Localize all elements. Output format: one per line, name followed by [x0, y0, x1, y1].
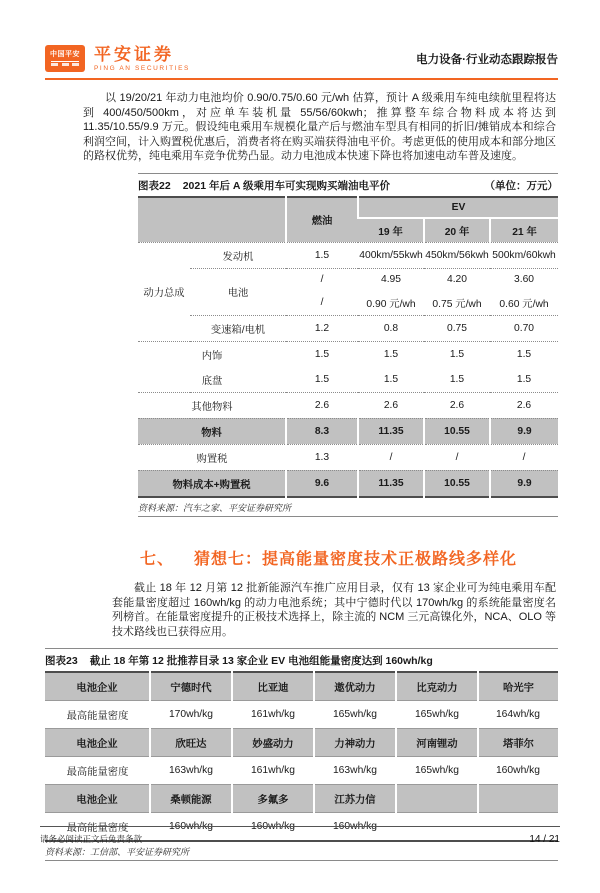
report-page [0, 45, 600, 893]
table-cell: / [490, 444, 558, 470]
table-cell: 160wh/kg [232, 813, 314, 842]
table-cell: 1.5 [383, 373, 399, 385]
table-cell: 400km/55kwh [358, 242, 424, 268]
column-header-year: 19 年 [358, 218, 424, 243]
table-cell: 电池 [190, 268, 286, 315]
energy-density-table [45, 671, 558, 842]
price-parity-table [138, 196, 558, 498]
table-row [138, 444, 558, 470]
table-cell: 1.5 [424, 341, 490, 367]
table-cell: 0.8 [358, 315, 424, 341]
table-cell: 江苏力信 [314, 785, 396, 813]
table-cell: 2.6 [424, 392, 490, 418]
figure-title: 2021 年后 A 级乘用车可实现购买端油电平价 [182, 179, 390, 192]
figure-title: 截止 18 年第 12 批推荐目录 13 家企业 EV 电池组能量密度达到 160wh/kg [89, 655, 433, 668]
table-cell: 宁德时代 [150, 672, 232, 701]
page-number: 14 / 21 [529, 834, 560, 845]
table-header-row [45, 785, 558, 813]
pingan-logo [45, 45, 190, 72]
table-cell: 164wh/kg [478, 701, 558, 729]
table-cell: 10.55 [424, 470, 490, 497]
row-group-label: 动力总成 [138, 242, 190, 341]
table-cell: / [358, 444, 424, 470]
table-cell: 9.6 [286, 470, 358, 497]
column-header-ev: EV [358, 197, 558, 218]
column-header-year: 21 年 [490, 218, 558, 243]
badge-text: 中国平安 [50, 51, 80, 58]
table-cell: 1.5 [286, 341, 358, 367]
table-cell: 1.5 [286, 242, 358, 268]
figure-23-title-row [45, 648, 558, 671]
table-cell: 10.55 [424, 418, 490, 444]
table-cell: / [286, 268, 358, 290]
table-cell: 165wh/kg [396, 757, 478, 785]
table-cell: 电池企业 [45, 785, 150, 813]
header-rule [45, 78, 558, 80]
report-header [45, 45, 558, 80]
table-cell: 欣旺达 [150, 729, 232, 757]
figure-label: 图表22 [138, 179, 171, 192]
figure-unit: （单位：万元） [484, 179, 558, 192]
brand-block [94, 46, 190, 72]
table-cell: 9.9 [490, 470, 558, 497]
table-cell: 1.5 [314, 373, 330, 385]
table-cell: 底盘 [201, 375, 223, 387]
table-cell: 0.75 [424, 315, 490, 341]
table-cell: 165wh/kg [314, 701, 396, 729]
table-cell: 11.35 [358, 470, 424, 497]
table-cell: 4.95 [358, 268, 424, 290]
figure-source: 资料来源：工信部、平安证券研究所 [45, 842, 558, 861]
table-cell: 物料 [138, 418, 286, 444]
disclaimer-text: 请务必阅读正文后免责条款 [40, 834, 143, 844]
table-row [138, 341, 558, 367]
column-header-fuel: 燃油 [286, 197, 358, 243]
table-cell: 170wh/kg [150, 701, 232, 729]
table-cell: 1.3 [286, 444, 358, 470]
table-cell: 2.6 [358, 392, 424, 418]
table-cell: 购置税 [138, 444, 286, 470]
table-cell: 3.60 [490, 268, 558, 290]
table-row-highlight [138, 418, 558, 444]
table-cell: 0.60 元/wh [499, 298, 549, 310]
column-header-year: 20 年 [424, 218, 490, 243]
table-cell: 160wh/kg [478, 757, 558, 785]
table-cell [478, 785, 558, 813]
figure-source: 资料来源：汽车之家、平安证券研究所 [138, 498, 558, 517]
table-cell: 2.6 [286, 392, 358, 418]
table-cell: 160wh/kg [314, 813, 396, 842]
table-row [138, 268, 558, 290]
pingan-badge-icon [45, 45, 85, 72]
table-cell: 500km/60kwh [490, 242, 558, 268]
table-cell: 遨优动力 [314, 672, 396, 701]
table-cell: 163wh/kg [314, 757, 396, 785]
table-cell: 450km/56kwh [424, 242, 490, 268]
table-row [138, 315, 558, 341]
table-cell: 163wh/kg [150, 757, 232, 785]
table-cell: 0.75 元/wh [432, 298, 482, 310]
table-cell: 9.9 [490, 418, 558, 444]
table-row [45, 757, 558, 785]
table-cell: 哈光宇 [478, 672, 558, 701]
table-cell: 比克动力 [396, 672, 478, 701]
table-cell: 1.5 [516, 373, 532, 385]
page-footer [40, 826, 560, 845]
table-cell: 160wh/kg [150, 813, 232, 842]
table-cell: 力神动力 [314, 729, 396, 757]
table-cell: 物料成本+购置税 [138, 470, 286, 497]
table-cell: 塔菲尔 [478, 729, 558, 757]
figure-22 [138, 173, 558, 517]
table-cell: 电池企业 [45, 729, 150, 757]
table-row-highlight [138, 470, 558, 497]
table-cell: 1.5 [490, 341, 558, 367]
table-row [138, 392, 558, 418]
table-header-row [45, 729, 558, 757]
section-number: 七、 [140, 550, 175, 568]
table-cell: 其他物料 [138, 392, 286, 418]
table-cell: 11.35 [358, 418, 424, 444]
table-row [45, 701, 558, 729]
section-heading [140, 546, 558, 569]
table-cell: 161wh/kg [232, 701, 314, 729]
table-cell: 比亚迪 [232, 672, 314, 701]
table-cell: 河南锂动 [396, 729, 478, 757]
table-cell: 最高能量密度 [45, 813, 150, 842]
table-cell: 电池企业 [45, 672, 150, 701]
table-header-row [45, 672, 558, 701]
table-cell: 发动机 [190, 242, 286, 268]
brand-subtitle: PING AN SECURITIES [94, 64, 190, 72]
table-cell [396, 785, 478, 813]
body-paragraph-1: 以 19/20/21 年动力电池均价 0.90/0.75/0.60 元/wh 估算，预计 A 级乘用车纯电续航里程将达到 400/450/500km，对应单车装机量 55/56/60kwh；推算整车综合物料成本将达到 11.35/10.55/9.9 万元。假设纯电乘用车规模化量产后与燃油车型具有相同的折旧/摊销成本和综合利润空间，计入购置税优惠后，消费者将在购买端获得油电平价。考虑更低的使用成本和部分地区的路权优势，纯电乘用车竞争优势凸显。动力电池成本快速下降也将加速电动车普及速度。 [83, 92, 556, 163]
report-type-label: 电力设备·行业动态跟踪报告 [416, 53, 558, 66]
table-cell: 1.5 [358, 341, 424, 367]
table-cell: 0.70 [490, 315, 558, 341]
brand-name: 平安证券 [94, 44, 174, 64]
table-cell: / [320, 296, 324, 308]
table-cell: 最高能量密度 [45, 757, 150, 785]
figure-label: 图表23 [45, 655, 78, 668]
table-cell: 161wh/kg [232, 757, 314, 785]
section-title: 猜想七：提高能量密度技术正极路线多样化 [194, 550, 518, 568]
table-header-row [138, 197, 558, 218]
table-cell: 165wh/kg [396, 701, 478, 729]
table-cell: 变速箱/电机 [190, 315, 286, 341]
table-cell: 4.20 [424, 268, 490, 290]
table-cell: 2.6 [490, 392, 558, 418]
table-cell: 8.3 [286, 418, 358, 444]
body-paragraph-2: 截止 18 年 12 月第 12 批新能源汽车推广应用目录，仅有 13 家企业可为纯电乘用车配套能量密度超过 160wh/kg 的动力电池系统；其中宁德时代以 170wh/kg 的系统能量密度名列榜首。在能量密度提升的正极技术选择上，除主流的 NCM 三元高镍化外，NCA、OLO 等技术路线也已获得应用。 [112, 581, 556, 638]
table-cell: 1.5 [449, 373, 465, 385]
figure-22-title-row [138, 173, 558, 196]
table-cell: 1.2 [286, 315, 358, 341]
table-cell: 0.90 元/wh [366, 298, 416, 310]
table-row [138, 242, 558, 268]
table-cell: / [424, 444, 490, 470]
table-cell: 多氟多 [232, 785, 314, 813]
table-row [138, 367, 558, 393]
table-cell: 最高能量密度 [45, 701, 150, 729]
table-cell [138, 197, 286, 243]
table-cell: 桑顿能源 [150, 785, 232, 813]
badge-divider [51, 61, 79, 66]
table-cell: 内饰 [138, 341, 286, 367]
table-cell: 妙盛动力 [232, 729, 314, 757]
